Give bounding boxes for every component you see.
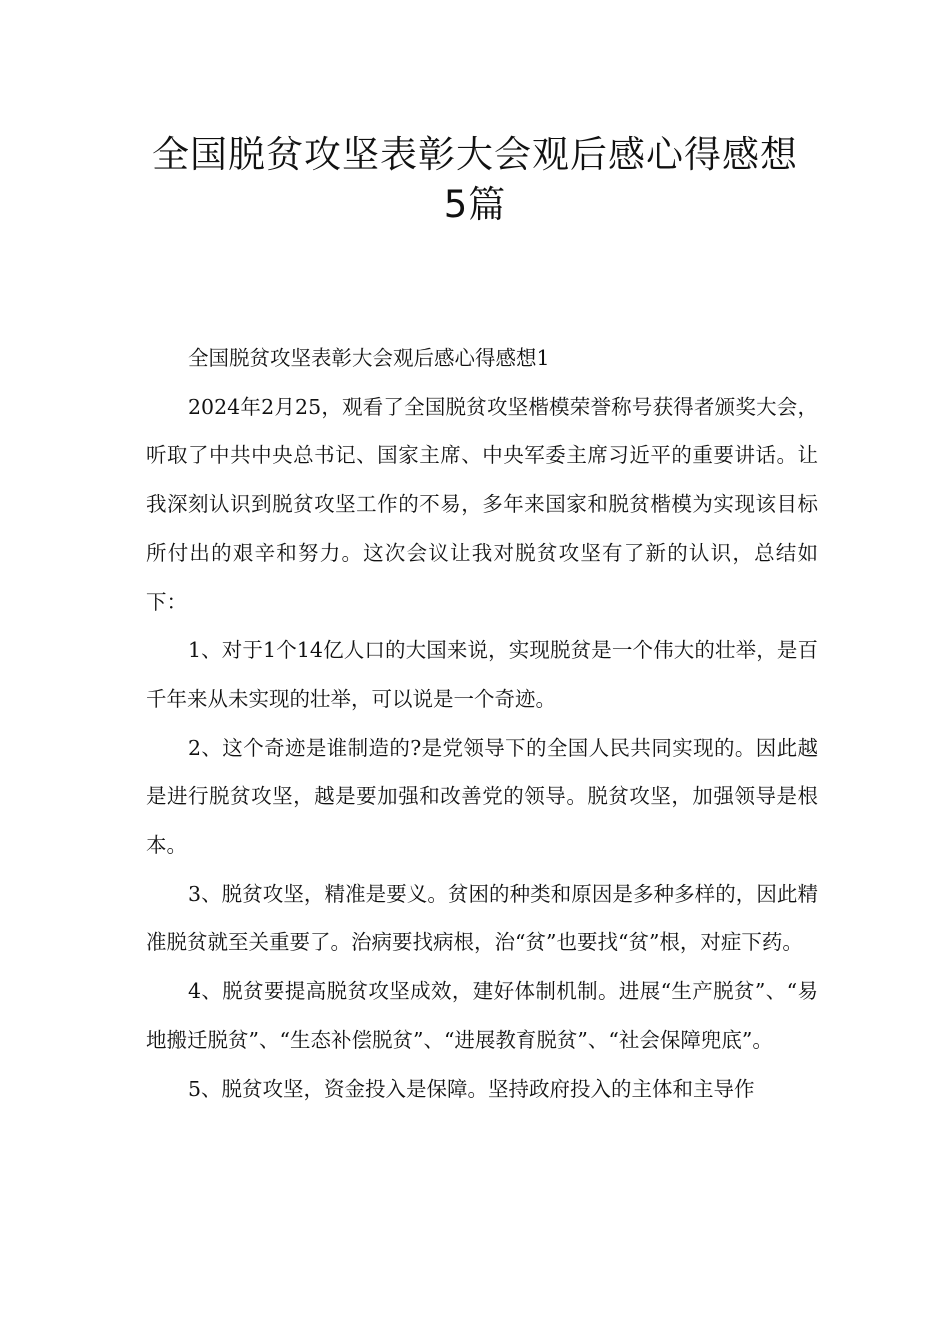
paragraph-point-5: 5、脱贫攻坚，资金投入是保障。坚持政府投入的主体和主导作 [188,1076,755,1101]
paragraph-point-2: 2、这个奇迹是谁制造的?是党领导下的全国人民共同实现的。因此越是进行脱贫攻坚，越是要加强和改善党的领导。脱贫攻坚，加强领导是根本。 [146,735,818,858]
section-heading: 全国脱贫攻坚表彰大会观后感心得感想1 [188,346,550,370]
paragraph-point-3: 3、脱贫攻坚，精准是要义。贫困的种类和原因是多种多样的，因此精准脱贫就至关重要了。治病要找病根，治“贫”也要找“贫”根，对症下药。 [146,881,818,955]
document-body [146,334,818,1113]
paragraph-point-1: 1、对于1个14亿人口的大国来说，实现脱贫是一个伟大的壮举，是百千年来从未实现的壮举，可以说是一个奇迹。 [146,638,818,711]
document-title-line-1: 全国脱贫攻坚表彰大会观后感心得感想 [152,133,798,176]
document-title-line-2: 5篇 [443,183,507,226]
paragraph-intro: 2024年2月25，观看了全国脱贫攻坚楷模荣誉称号获得者颁奖大会，听取了中共中央总书记、国家主席、中央军委主席习近平的重要讲话。让我深刻认识到脱贫攻坚工作的不易，多年来国家和脱贫楷模为实现该目标所付出的艰辛和努力。这次会议让我对脱贫攻坚有了新的认识，总结如下： [146,394,818,614]
paragraph-point-4: 4、脱贫要提高脱贫攻坚成效，建好体制机制。进展“生产脱贫”、“易地搬迁脱贫”、“生态补偿脱贫”、“进展教育脱贫”、“社会保障兜底”。 [146,979,818,1052]
